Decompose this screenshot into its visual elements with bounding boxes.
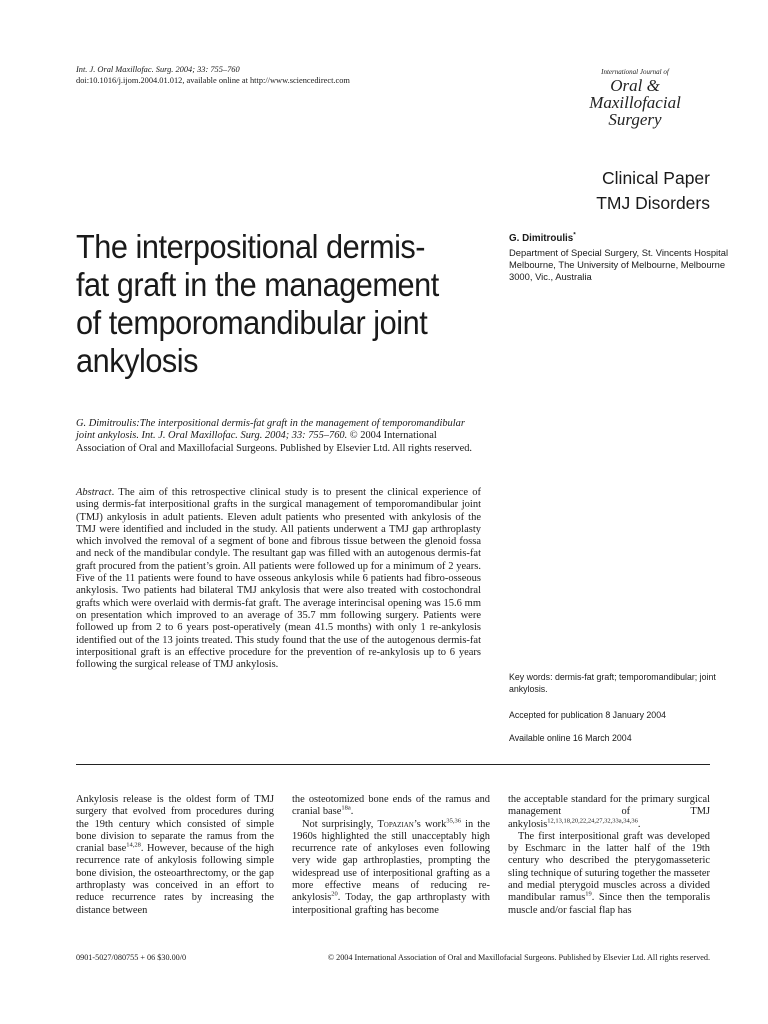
logo-line-surgery: Surgery <box>608 110 662 129</box>
body-paragraph: Ankylosis release is the oldest form of TMJ surgery that evolved from procedures during the 19th century which consisted of simple bone division to separate the ramus from the cranial base$^{14,28}$. However, because of the high recurrence rate of ankylosis following simple bone division, the osteoarthrectomy, or the gap arthroplasty was conceived in an effort to reduce recurrence rates by increasing the distance between <box>76 794 274 916</box>
footer-copyright: © 2004 International Association of Oral and Maxillofacial Surgeons. Published by Elsevier Ltd. All rights reserved. <box>327 953 710 962</box>
body-paragraph: the osteotomized bone ends of the ramus and cranial base$^{18a}$. <box>292 794 490 818</box>
reference-citation[interactable]: 20 <box>331 890 338 898</box>
article-title: The interpositional dermis-fat graft in the management of temporomandibular joint ankylosis <box>76 228 439 379</box>
accepted-date: Accepted for publication 8 January 2004 <box>509 710 666 720</box>
journal-logo <box>560 68 710 128</box>
section-divider <box>76 764 710 765</box>
body-column-2 <box>292 794 490 917</box>
abstract: Abstract. The aim of this retrospective clinical study is to present the clinical experience of using dermis-fat interpositional grafts in the surgical management of temporomandibular joint (TMJ) ankylosis in adult patients. Eleven adult patients who presented with ankylosis of the TMJ were identified and included in the study. All patients underwent a TMJ gap arthroplasty which involved the removal of a segment of bone and fibrous tissue between the glenoid fossa and neck of the mandibular condyle. The resultant gap was filled with an autogenous dermis-fat graft procured from the patient’s groin. All patients were followed up for a minimum of 2 years. Five of the 11 patients were found to have osseous ankylosis while 6 patients had fibro-osseous ankylosis. Two patients had bilateral TMJ ankylosis that were also treated with costochondral grafts which were overlaid with dermis-fat graft. The average interincisal opening was 15.6 mm on presentation which improved to an average of 35.7 mm following surgery. Patients were followed up from 2 to 6 years post-operatively (mean 41.5 months) with only 1 re-ankylosis identified out of the 13 joints treated. This study found that the use of the autogenous dermis-fat interpositional graft is an effective procedure for the prevention of re-ankylosis up to 6 years following the surgical release of TMJ ankylosis. <box>76 487 482 671</box>
logo-subtitle: International Journal of <box>601 68 669 76</box>
author-affiliation: Department of Special Surgery, St. Vincents Hospital Melbourne, The University of Melbourne, Melbourne 3000, Vic., Australia <box>509 247 729 282</box>
online-date: Available online 16 March 2004 <box>509 733 632 743</box>
paper-type: Clinical Paper <box>602 168 710 188</box>
journal-citation-header: Int. J. Oral Maxillofac. Surg. 2004; 33: 755–760 <box>76 65 240 74</box>
abstract-label: Abstract <box>76 487 112 498</box>
reference-citation[interactable]: 19 <box>585 890 592 898</box>
corresponding-author-marker: * <box>573 231 576 239</box>
reference-citation[interactable]: 12,13,18,20,22,24,27,32,33a,34,36 <box>547 817 638 825</box>
author-reference-name: Topazian <box>377 818 414 830</box>
abstract-text: The aim of this retrospective clinical study is to present the clinical experience of using dermis-fat interpositional grafts in the surgical management of temporomandibular joint (TMJ) ankylosis in adult patients. Eleven adult patients who presented with ankylosis of the TMJ were identified and included in the study. All patients underwent a TMJ gap arthroplasty which involved the removal of a segment of bone and fibrous tissue between the glenoid fossa and neck of the mandibular condyle. The resultant gap was filled with an autogenous dermis-fat graft procured from the patient’s groin. All patients were followed up for a minimum of 2 years. Five of the 11 patients were found to have osseous ankylosis while 6 patients had fibro-osseous ankylosis. Two patients had bilateral TMJ ankylosis that were also treated with costochondral grafts which were overlaid with dermis-fat graft. The average interincisal opening was 15.6 mm on presentation which improved to an average of 35.7 mm following surgery. Patients were followed up from 2 to 6 years post-operatively (mean 41.5 months) with only 1 re-ankylosis identified out of the 13 joints treated. This study found that the use of the autogenous dermis-fat interpositional graft is an effective procedure for the prevention of re-ankylosis up to 6 years following the surgical release of TMJ ankylosis. <box>76 487 482 671</box>
doi-line: doi:10.1016/j.ijom.2004.01.012, available online at http://www.sciencedirect.com <box>76 76 350 85</box>
author-block <box>509 233 729 283</box>
logo-line-oral: Oral & <box>610 76 660 95</box>
copyright-notice: © 2004 International Association of Oral and Maxillofacial Surgeons. Published by Elsevier Ltd. All rights reserved. <box>76 430 473 454</box>
paper-category: TMJ Disorders <box>596 193 710 213</box>
keywords: Key words: dermis-fat graft; temporomandibular; joint ankylosis. <box>509 672 716 694</box>
author-name: G. Dimitroulis* <box>509 231 576 244</box>
body-paragraph: Not surprisingly, Topazian’s work$^{35,36}$ in the 1960s highlighted the still unacceptably high recurrence rate of ankyloses even following very wide gap arthroplasties, prompting the widespread use of interpositional grafting as a more effective means of reducing re-ankylosis$^{20}$. Today, the gap arthroplasty with interpositional grafting has become <box>292 817 490 916</box>
citation-block <box>76 418 486 455</box>
citation-text: G. Dimitroulis:The interpositional dermis-fat graft in the management of temporomandibular joint ankylosis. Int. J. Oral Maxillofac. Surg. 2004; 33: 755–760. <box>76 418 465 442</box>
logo-line-maxillofacial: Maxillofacial <box>589 93 681 112</box>
section-label <box>540 166 710 216</box>
reference-citation[interactable]: 35,36 <box>446 817 461 825</box>
body-column-1 <box>76 794 274 917</box>
reference-citation[interactable]: 18a <box>341 804 351 812</box>
body-paragraph: The first interpositional graft was developed by Eschmarc in the latter half of the 19th century who described the pterygomasseteric sling technique of suturing together the masseter and medial pterygoid muscles across a divided mandibular ramus$^{19}$. Since then the temporalis muscle and/or fascial flap has <box>508 830 710 916</box>
footer-issn: 0901-5027/080755 + 06 $30.00/0 <box>76 953 187 962</box>
body-column-3 <box>508 794 710 917</box>
body-paragraph: the acceptable standard for the primary surgical management of TMJ ankylosis$^{12,13,18,20,22,24,27,32,33a,34,36}$. <box>508 794 710 830</box>
reference-citation[interactable]: 14,28 <box>126 841 141 849</box>
